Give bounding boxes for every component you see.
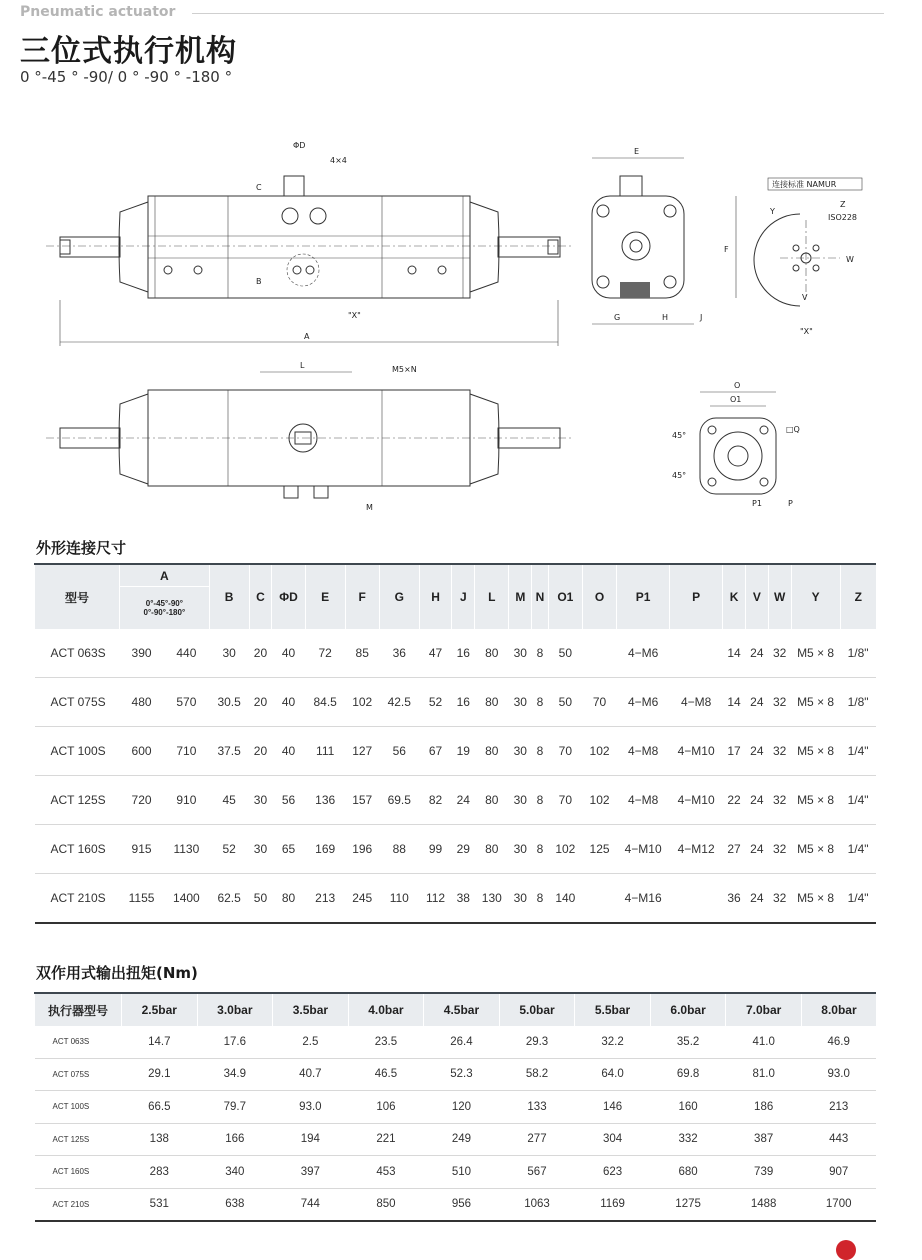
table-cell: 30 (509, 874, 532, 924)
table-cell: 1/4" (840, 727, 876, 776)
table-cell: 14.7 (122, 1026, 198, 1058)
table-cell: ACT 210S (35, 1188, 122, 1221)
table-cell: 4−M10 (670, 776, 723, 825)
table-cell: 32 (768, 727, 791, 776)
table-cell: 32 (768, 678, 791, 727)
table-cell: 58.2 (499, 1058, 575, 1091)
dimension-table (34, 563, 876, 924)
col-header: 3.5bar (273, 993, 349, 1026)
namur-detail-labels (769, 179, 857, 336)
table-cell (582, 629, 616, 678)
table-cell: 4−M8 (617, 776, 670, 825)
table-cell: 30 (509, 825, 532, 874)
table-cell: 4−M10 (670, 727, 723, 776)
table-cell: 8 (532, 825, 549, 874)
table-cell: 638 (197, 1188, 273, 1221)
table-cell: 1/4" (840, 874, 876, 924)
table-cell: 19 (452, 727, 475, 776)
table-cell: 1130 (164, 825, 210, 874)
table-cell: 41.0 (726, 1026, 802, 1058)
side-view-drawing (592, 158, 736, 324)
table-cell: 69.8 (650, 1058, 726, 1091)
table-cell: 213 (801, 1091, 876, 1124)
table-cell: 20 (249, 727, 272, 776)
torque-section-title: 双作用式输出扭矩(Nm) (36, 964, 198, 982)
table-cell: ACT 075S (35, 678, 120, 727)
svg-text:P: P (788, 499, 793, 508)
table-cell: 1/8" (840, 629, 876, 678)
svg-text:4×4: 4×4 (330, 156, 347, 165)
svg-text:M5×N: M5×N (392, 365, 417, 374)
table-cell: 80 (475, 629, 509, 678)
svg-text:F: F (724, 245, 729, 254)
table-cell: 283 (122, 1156, 198, 1189)
table-cell: 8 (532, 678, 549, 727)
table-row (35, 825, 877, 874)
table-cell: 62.5 (209, 874, 249, 924)
page-corner-mark (836, 1240, 856, 1260)
table-cell: 680 (650, 1156, 726, 1189)
table-cell: 102 (582, 727, 616, 776)
table-cell: 480 (120, 678, 164, 727)
table-cell: 30 (509, 678, 532, 727)
table-cell: 1488 (726, 1188, 802, 1221)
svg-text:V: V (802, 293, 808, 302)
col-header: 2.5bar (122, 993, 198, 1026)
table-cell: 1155 (120, 874, 164, 924)
table-cell: 140 (548, 874, 582, 924)
table-cell: ACT 125S (35, 776, 120, 825)
table-cell: ACT 160S (35, 1156, 122, 1189)
svg-text:C: C (256, 183, 262, 192)
table-cell (670, 874, 723, 924)
col-header: F (345, 564, 379, 629)
table-cell: 80 (475, 727, 509, 776)
svg-text:"X": "X" (348, 311, 361, 320)
svg-text:Y: Y (770, 207, 775, 216)
table-cell: 20 (249, 629, 272, 678)
table-cell: 443 (801, 1123, 876, 1156)
col-header: 4.0bar (348, 993, 424, 1026)
col-header: M (509, 564, 532, 629)
table-cell: ACT 100S (35, 1091, 122, 1124)
table-cell: ACT 063S (35, 1026, 122, 1058)
table-cell: 36 (723, 874, 746, 924)
svg-text:ISO228: ISO228 (828, 213, 858, 222)
table-cell: 30.5 (209, 678, 249, 727)
table-cell: 4−M10 (617, 825, 670, 874)
table-cell: 29.1 (122, 1058, 198, 1091)
table-cell: 70 (548, 776, 582, 825)
table-cell: 40 (272, 727, 305, 776)
table-cell: 27 (723, 825, 746, 874)
table-cell: M5 × 8 (791, 629, 840, 678)
table-cell: 600 (120, 727, 164, 776)
table-cell: 42.5 (379, 678, 419, 727)
table-cell: 453 (348, 1156, 424, 1189)
table-row (35, 874, 877, 924)
table-cell: 50 (548, 629, 582, 678)
table-cell: 14 (723, 629, 746, 678)
svg-text:O1: O1 (730, 395, 742, 404)
col-header: V (745, 564, 768, 629)
table-cell: 102 (345, 678, 379, 727)
svg-text:连接标准 NAMUR: 连接标准 NAMUR (772, 180, 837, 189)
col-header: 6.0bar (650, 993, 726, 1026)
table-cell: 130 (475, 874, 509, 924)
table-cell: 93.0 (801, 1058, 876, 1091)
model-header: 型号 (35, 564, 120, 629)
col-header: O1 (548, 564, 582, 629)
table-cell: 70 (582, 678, 616, 727)
table-cell: 26.4 (424, 1026, 500, 1058)
table-cell: M5 × 8 (791, 727, 840, 776)
table-cell: ACT 125S (35, 1123, 122, 1156)
table-cell: 739 (726, 1156, 802, 1189)
table-cell: 510 (424, 1156, 500, 1189)
table-cell: 80 (272, 874, 305, 924)
svg-text:L: L (300, 361, 305, 370)
table-cell: 52.3 (424, 1058, 500, 1091)
table-cell: 1/4" (840, 776, 876, 825)
table-cell: 30 (509, 629, 532, 678)
svg-text:G: G (614, 313, 621, 322)
table-cell: 38 (452, 874, 475, 924)
table-cell: 1169 (575, 1188, 651, 1221)
table-cell: 29 (452, 825, 475, 874)
table-cell: 2.5 (273, 1026, 349, 1058)
table-cell: 82 (419, 776, 452, 825)
table-cell: 70 (548, 727, 582, 776)
table-row (35, 1058, 877, 1091)
col-header: 5.0bar (499, 993, 575, 1026)
a-subheader (120, 587, 210, 630)
table-cell: 14 (723, 678, 746, 727)
table-cell: 850 (348, 1188, 424, 1221)
table-cell: 8 (532, 874, 549, 924)
svg-text:45°: 45° (672, 471, 687, 480)
table-cell: 24 (745, 874, 768, 924)
table-cell: 32 (768, 776, 791, 825)
table-cell: 45 (209, 776, 249, 825)
table-row (35, 1091, 877, 1124)
table-cell: 22 (723, 776, 746, 825)
table-cell: 50 (548, 678, 582, 727)
table-cell: 46.5 (348, 1058, 424, 1091)
table-cell: 623 (575, 1156, 651, 1189)
table-cell: 50 (249, 874, 272, 924)
table-cell: 30 (249, 776, 272, 825)
table-cell: 37.5 (209, 727, 249, 776)
dimension-section-title: 外形连接尺寸 (36, 539, 127, 557)
table-cell: M5 × 8 (791, 874, 840, 924)
table-cell: 32.2 (575, 1026, 651, 1058)
table-cell: 4−M8 (670, 678, 723, 727)
col-header: J (452, 564, 475, 629)
col-header: 5.5bar (575, 993, 651, 1026)
table-cell: 40 (272, 629, 305, 678)
table-cell: 16 (452, 629, 475, 678)
table-cell: 332 (650, 1123, 726, 1156)
col-header: 7.0bar (726, 993, 802, 1026)
table-cell: 1400 (164, 874, 210, 924)
table-cell: 106 (348, 1091, 424, 1124)
table-cell: 133 (499, 1091, 575, 1124)
table-cell: 196 (345, 825, 379, 874)
table-cell: 79.7 (197, 1091, 273, 1124)
table-cell: 1/4" (840, 825, 876, 874)
col-header: C (249, 564, 272, 629)
table-cell: 30 (509, 776, 532, 825)
technical-drawings (0, 0, 922, 540)
table-cell: 4−M8 (617, 727, 670, 776)
table-cell: 69.5 (379, 776, 419, 825)
table-cell: 99 (419, 825, 452, 874)
table-cell (582, 874, 616, 924)
table-cell: 910 (164, 776, 210, 825)
table-cell: 32 (768, 825, 791, 874)
table-cell: 8 (532, 776, 549, 825)
table-row (35, 727, 877, 776)
col-header: W (768, 564, 791, 629)
table-cell: 531 (122, 1188, 198, 1221)
table-cell: 567 (499, 1156, 575, 1189)
table-cell: 111 (305, 727, 345, 776)
table-cell: 249 (424, 1123, 500, 1156)
table-cell: 40 (272, 678, 305, 727)
table-cell: 23.5 (348, 1026, 424, 1058)
table-cell: 56 (272, 776, 305, 825)
table-cell: 710 (164, 727, 210, 776)
table-cell: 440 (164, 629, 210, 678)
table-cell: 4−M16 (617, 874, 670, 924)
table-cell: 4−M6 (617, 629, 670, 678)
table-cell: 8 (532, 727, 549, 776)
table-cell: 17.6 (197, 1026, 273, 1058)
table-row (35, 678, 877, 727)
table-cell: 88 (379, 825, 419, 874)
table-cell: 157 (345, 776, 379, 825)
table-cell (670, 629, 723, 678)
table-cell: 81.0 (726, 1058, 802, 1091)
bottom-view-labels (300, 361, 417, 512)
table-cell: 32 (768, 629, 791, 678)
table-cell: 8 (532, 629, 549, 678)
table-cell: 47 (419, 629, 452, 678)
table-cell: 186 (726, 1091, 802, 1124)
table-cell: 112 (419, 874, 452, 924)
svg-text:W: W (846, 255, 854, 264)
table-cell: 570 (164, 678, 210, 727)
table-cell: 1700 (801, 1188, 876, 1221)
table-cell: 93.0 (273, 1091, 349, 1124)
col-header: B (209, 564, 249, 629)
col-header: Z (840, 564, 876, 629)
table-cell: 340 (197, 1156, 273, 1189)
table-cell: 4−M6 (617, 678, 670, 727)
table-cell: M5 × 8 (791, 678, 840, 727)
col-header: ΦD (272, 564, 305, 629)
table-cell: 390 (120, 629, 164, 678)
table-cell: 52 (209, 825, 249, 874)
table-cell: 304 (575, 1123, 651, 1156)
table-cell: 744 (273, 1188, 349, 1221)
table-cell: 30 (249, 825, 272, 874)
table-cell: ACT 100S (35, 727, 120, 776)
table-cell: 166 (197, 1123, 273, 1156)
table-cell: 1275 (650, 1188, 726, 1221)
table-cell: 221 (348, 1123, 424, 1156)
front-view-labels (256, 141, 361, 341)
svg-text:O: O (734, 381, 741, 390)
table-cell: 84.5 (305, 678, 345, 727)
table-cell: 915 (120, 825, 164, 874)
table-cell: 24 (745, 678, 768, 727)
table-cell: 32 (768, 874, 791, 924)
torque-table (34, 992, 876, 1222)
svg-text:□Q: □Q (786, 425, 800, 434)
flange-view-drawing (700, 392, 776, 494)
table-cell: 213 (305, 874, 345, 924)
table-row (35, 1026, 877, 1058)
table-cell: 956 (424, 1188, 500, 1221)
table-cell: 80 (475, 825, 509, 874)
a-subheader-line1: 0°-45°-90° (145, 599, 183, 608)
table-cell: ACT 160S (35, 825, 120, 874)
table-cell: 387 (726, 1123, 802, 1156)
front-view-drawing (46, 176, 572, 346)
table-cell: ACT 210S (35, 874, 120, 924)
table-cell: 30 (509, 727, 532, 776)
table-cell: 20 (249, 678, 272, 727)
table-row (35, 1188, 877, 1221)
col-header: Y (791, 564, 840, 629)
table-cell: 24 (745, 825, 768, 874)
svg-text:"X": "X" (800, 327, 813, 336)
table-row (35, 776, 877, 825)
col-header: E (305, 564, 345, 629)
table-cell: 4−M12 (670, 825, 723, 874)
table-cell: 127 (345, 727, 379, 776)
table-cell: 24 (745, 776, 768, 825)
svg-text:J: J (700, 313, 703, 322)
table-cell: 245 (345, 874, 379, 924)
table-cell: 17 (723, 727, 746, 776)
table-cell: 29.3 (499, 1026, 575, 1058)
a-subheader-line2: 0°-90°-180° (143, 608, 186, 617)
table-cell: 56 (379, 727, 419, 776)
svg-text:M: M (366, 503, 373, 512)
table-cell: 46.9 (801, 1026, 876, 1058)
table-row (35, 1156, 877, 1189)
table-cell: 102 (582, 776, 616, 825)
table-cell: 397 (273, 1156, 349, 1189)
table-cell: 40.7 (273, 1058, 349, 1091)
svg-text:Z: Z (840, 200, 846, 209)
table-cell: 80 (475, 678, 509, 727)
table-cell: 1/8" (840, 678, 876, 727)
table-row (35, 1123, 877, 1156)
table-cell: 24 (452, 776, 475, 825)
a-header: A (120, 564, 210, 587)
svg-text:E: E (634, 147, 640, 156)
table-cell: 36 (379, 629, 419, 678)
svg-text:P1: P1 (752, 499, 762, 508)
col-header: 执行器型号 (35, 993, 122, 1026)
col-header: N (532, 564, 549, 629)
table-cell: M5 × 8 (791, 825, 840, 874)
svg-text:45°: 45° (672, 431, 687, 440)
table-cell: 1063 (499, 1188, 575, 1221)
table-cell: 169 (305, 825, 345, 874)
table-cell: 67 (419, 727, 452, 776)
svg-text:B: B (256, 277, 262, 286)
header-english-title: Pneumatic actuator (20, 4, 176, 20)
page-title: 三位式执行机构 (20, 34, 237, 69)
col-header: P1 (617, 564, 670, 629)
col-header: O (582, 564, 616, 629)
table-cell: ACT 075S (35, 1058, 122, 1091)
table-cell: 102 (548, 825, 582, 874)
table-cell: 720 (120, 776, 164, 825)
col-header: 3.0bar (197, 993, 273, 1026)
svg-text:H: H (662, 313, 669, 322)
col-header: H (419, 564, 452, 629)
table-cell: 35.2 (650, 1026, 726, 1058)
table-cell: ACT 063S (35, 629, 120, 678)
table-cell: 277 (499, 1123, 575, 1156)
table-cell: 194 (273, 1123, 349, 1156)
col-header: 8.0bar (801, 993, 876, 1026)
table-cell: 120 (424, 1091, 500, 1124)
angle-spec: 0 °-45 ° -90/ 0 ° -90 ° -180 ° (20, 68, 233, 86)
col-header: G (379, 564, 419, 629)
table-cell: 110 (379, 874, 419, 924)
table-cell: 52 (419, 678, 452, 727)
table-cell: 24 (745, 727, 768, 776)
table-cell: 85 (345, 629, 379, 678)
col-header: K (723, 564, 746, 629)
svg-text:A: A (304, 332, 310, 341)
table-cell: 64.0 (575, 1058, 651, 1091)
col-header: L (475, 564, 509, 629)
col-header: 4.5bar (424, 993, 500, 1026)
table-cell: M5 × 8 (791, 776, 840, 825)
bottom-view-drawing (46, 372, 572, 498)
table-cell: 146 (575, 1091, 651, 1124)
table-cell: 65 (272, 825, 305, 874)
table-cell: 66.5 (122, 1091, 198, 1124)
table-cell: 80 (475, 776, 509, 825)
table-row (35, 629, 877, 678)
col-header: P (670, 564, 723, 629)
flange-view-labels (672, 381, 800, 508)
table-cell: 160 (650, 1091, 726, 1124)
table-cell: 30 (209, 629, 249, 678)
table-cell: 72 (305, 629, 345, 678)
table-cell: 136 (305, 776, 345, 825)
table-cell: 125 (582, 825, 616, 874)
table-cell: 16 (452, 678, 475, 727)
svg-text:ΦD: ΦD (293, 141, 306, 150)
namur-detail-drawing (754, 178, 862, 306)
table-cell: 138 (122, 1123, 198, 1156)
table-cell: 24 (745, 629, 768, 678)
table-cell: 907 (801, 1156, 876, 1189)
table-cell: 34.9 (197, 1058, 273, 1091)
